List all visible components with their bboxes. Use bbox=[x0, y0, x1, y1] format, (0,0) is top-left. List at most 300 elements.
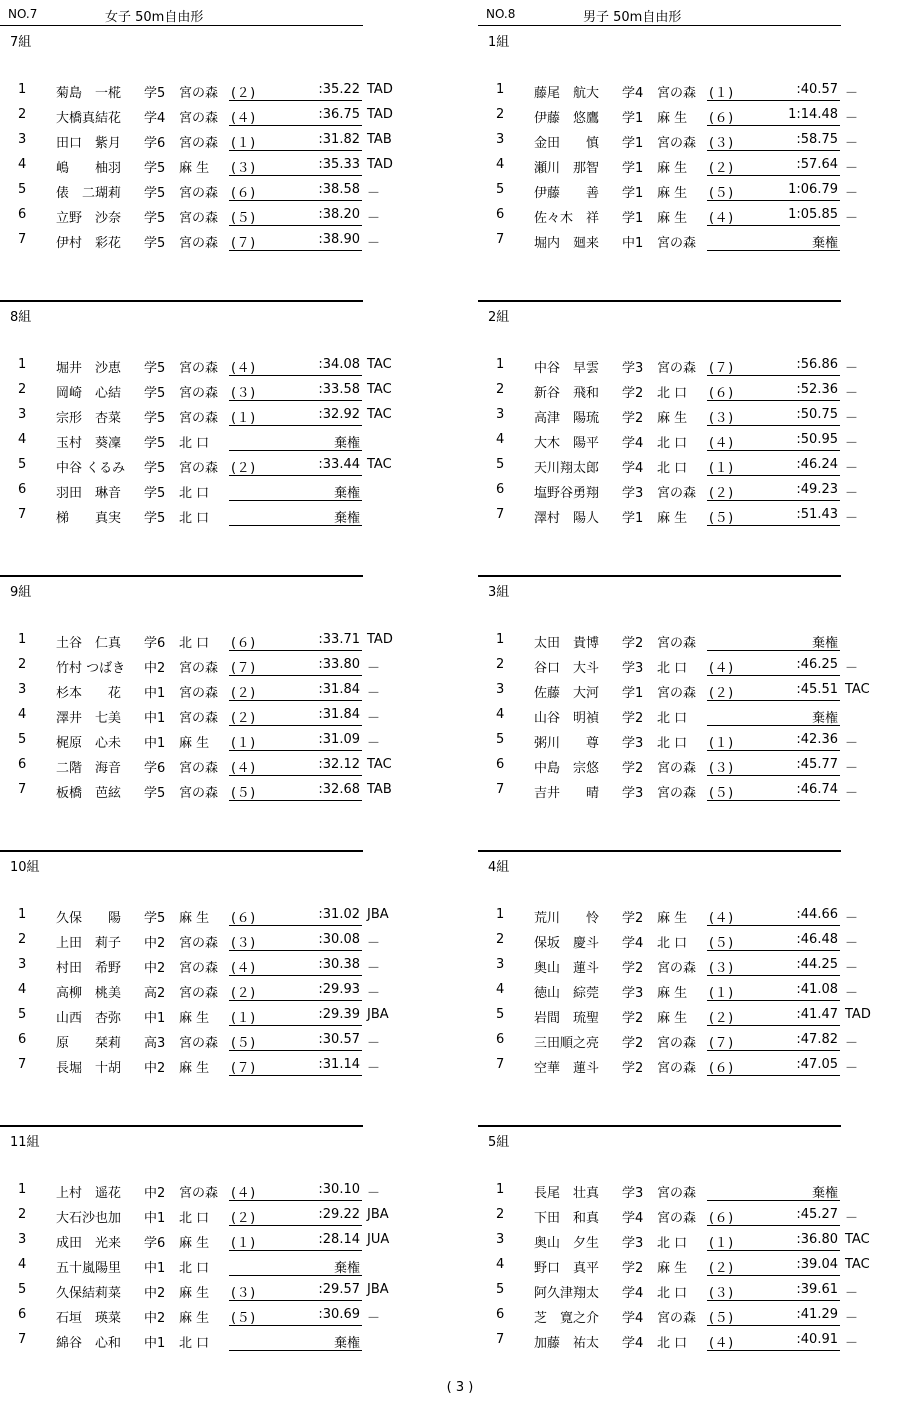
team-name: 北 口 bbox=[657, 711, 688, 726]
heat-rank: (５) bbox=[231, 1036, 256, 1051]
swimmer-name: 金田 慎 bbox=[534, 136, 600, 151]
team-name: 北 口 bbox=[657, 1286, 688, 1301]
lane-number: 2 bbox=[496, 657, 505, 672]
result-cell bbox=[707, 627, 840, 651]
table-row bbox=[0, 777, 440, 802]
swimmer-grade: 学2 bbox=[622, 1036, 644, 1051]
table-row bbox=[0, 627, 440, 652]
qualification-class: JBA bbox=[367, 1207, 389, 1222]
swimmer-grade: 学6 bbox=[144, 136, 166, 151]
result-cell bbox=[707, 1327, 840, 1351]
lane-number: 7 bbox=[496, 782, 505, 797]
table-row bbox=[478, 502, 918, 527]
swimmer-grade: 学4 bbox=[622, 1336, 644, 1351]
lane-number: 6 bbox=[18, 482, 27, 497]
lane-number: 1 bbox=[18, 1182, 27, 1197]
result-time: :29.57 bbox=[318, 1282, 360, 1297]
result-time: :28.14 bbox=[318, 1232, 360, 1247]
swimmer-name: 佐藤 大河 bbox=[534, 686, 600, 701]
heat-rank: (２) bbox=[709, 1261, 734, 1276]
swimmer-name: 玉村 葵凜 bbox=[56, 436, 122, 451]
table-row bbox=[478, 1202, 918, 1227]
result-cell bbox=[707, 477, 840, 501]
qualification-class: － bbox=[845, 111, 859, 126]
lane-number: 7 bbox=[496, 507, 505, 522]
team-name: 北 口 bbox=[657, 936, 688, 951]
swimmer-grade: 学1 bbox=[622, 211, 644, 226]
qualification-class: － bbox=[845, 1311, 859, 1326]
result-cell bbox=[229, 477, 362, 501]
swimmer-name: 大石沙也加 bbox=[56, 1211, 122, 1226]
lane-number: 4 bbox=[496, 1257, 505, 1272]
team-name: 宮の森 bbox=[179, 1186, 219, 1201]
qualification-class: － bbox=[367, 686, 381, 701]
heat-rank: (１) bbox=[231, 1011, 256, 1026]
qualification-class: TAC bbox=[845, 682, 870, 697]
qualification-class: TAC bbox=[845, 1232, 870, 1247]
heat-label: 10組 bbox=[10, 860, 40, 875]
event-number: NO.7 bbox=[8, 7, 38, 21]
qualification-class: － bbox=[367, 711, 381, 726]
swimmer-name: 山谷 明禎 bbox=[534, 711, 600, 726]
heat-rank: (３) bbox=[231, 386, 256, 401]
lane-number: 6 bbox=[496, 757, 505, 772]
table-row bbox=[478, 1177, 918, 1202]
lane-number: 2 bbox=[496, 932, 505, 947]
table-row bbox=[0, 177, 440, 202]
lane-number: 1 bbox=[18, 907, 27, 922]
result-cell bbox=[229, 1252, 362, 1276]
swimmer-name: 伊藤 善 bbox=[534, 186, 600, 201]
heat-rank: (１) bbox=[231, 736, 256, 751]
swimmer-name: 原 栞莉 bbox=[56, 1036, 122, 1051]
qualification-class: TAC bbox=[367, 382, 392, 397]
team-name: 宮の森 bbox=[179, 986, 219, 1001]
heat-label: 1組 bbox=[488, 35, 510, 50]
lane-number: 4 bbox=[18, 432, 27, 447]
qualification-class: － bbox=[845, 86, 859, 101]
result-time: 棄権 bbox=[333, 486, 360, 501]
team-name: 北 口 bbox=[657, 661, 688, 676]
swimmer-grade: 中1 bbox=[144, 711, 166, 726]
swimmer-name: 久保 陽 bbox=[56, 911, 122, 926]
lane-number: 5 bbox=[18, 1007, 27, 1022]
qualification-class: － bbox=[845, 661, 859, 676]
team-name: 北 口 bbox=[179, 511, 210, 526]
qualification-class: JBA bbox=[367, 1007, 389, 1022]
heat-rank: (３) bbox=[231, 1286, 256, 1301]
table-row bbox=[0, 702, 440, 727]
result-time: :45.51 bbox=[796, 682, 838, 697]
team-name: 宮の森 bbox=[657, 86, 697, 101]
swimmer-name: 立野 沙奈 bbox=[56, 211, 122, 226]
team-name: 宮の森 bbox=[179, 711, 219, 726]
heat-rank: (３) bbox=[709, 761, 734, 776]
swimmer-grade: 中2 bbox=[144, 1186, 166, 1201]
heat-rank: (４) bbox=[231, 761, 256, 776]
qualification-class: － bbox=[367, 236, 381, 251]
table-row bbox=[478, 1052, 918, 1077]
team-name: 麻 生 bbox=[179, 161, 210, 176]
team-name: 宮の森 bbox=[657, 136, 697, 151]
result-cell bbox=[707, 77, 840, 101]
result-time: :47.82 bbox=[796, 1032, 838, 1047]
lane-number: 4 bbox=[18, 982, 27, 997]
result-cell bbox=[229, 102, 362, 126]
result-time: :41.47 bbox=[796, 1007, 838, 1022]
result-time: 1:14.48 bbox=[788, 107, 838, 122]
swimmer-name: 岩間 琉聖 bbox=[534, 1011, 600, 1026]
team-name: 宮の森 bbox=[657, 486, 697, 501]
lane-number: 3 bbox=[496, 682, 505, 697]
team-name: 宮の森 bbox=[179, 411, 219, 426]
table-row bbox=[478, 452, 918, 477]
team-name: 麻 生 bbox=[179, 1011, 210, 1026]
swimmer-name: 奥山 蓮斗 bbox=[534, 961, 600, 976]
qualification-class: － bbox=[845, 161, 859, 176]
heat-rank: (６) bbox=[231, 911, 256, 926]
swimmer-name: 成田 光来 bbox=[56, 1236, 122, 1251]
lane-number: 2 bbox=[18, 657, 27, 672]
lane-number: 6 bbox=[496, 482, 505, 497]
table-row bbox=[478, 977, 918, 1002]
lane-number: 2 bbox=[496, 382, 505, 397]
team-name: 北 口 bbox=[657, 436, 688, 451]
swimmer-grade: 学5 bbox=[144, 236, 166, 251]
team-name: 宮の森 bbox=[657, 236, 697, 251]
swimmer-name: 二階 海音 bbox=[56, 761, 122, 776]
lane-number: 3 bbox=[496, 957, 505, 972]
swimmer-grade: 学6 bbox=[144, 1236, 166, 1251]
swimmer-name: 吉井 晴 bbox=[534, 786, 600, 801]
qualification-class: － bbox=[845, 1061, 859, 1076]
table-row bbox=[478, 777, 918, 802]
swimmer-name: 澤村 陽人 bbox=[534, 511, 600, 526]
heat-rank: (６) bbox=[231, 636, 256, 651]
swimmer-name: 嶋 柚羽 bbox=[56, 161, 122, 176]
swimmer-name: 下田 和真 bbox=[534, 1211, 600, 1226]
lane-number: 6 bbox=[18, 1032, 27, 1047]
swimmer-grade: 学3 bbox=[622, 361, 644, 376]
swimmer-grade: 学2 bbox=[622, 1261, 644, 1276]
heat-label: 11組 bbox=[10, 1135, 40, 1150]
team-name: 麻 生 bbox=[657, 161, 688, 176]
lane-number: 3 bbox=[496, 132, 505, 147]
swimmer-grade: 学5 bbox=[144, 361, 166, 376]
qualification-class: － bbox=[367, 736, 381, 751]
result-cell bbox=[229, 977, 362, 1001]
swimmer-name: 山西 杏弥 bbox=[56, 1011, 122, 1026]
heat-rank: (５) bbox=[709, 186, 734, 201]
table-row bbox=[0, 152, 440, 177]
swimmer-grade: 学1 bbox=[622, 511, 644, 526]
team-name: 宮の森 bbox=[179, 86, 219, 101]
result-cell bbox=[707, 1002, 840, 1026]
team-name: 麻 生 bbox=[657, 1261, 688, 1276]
swimmer-name: 澤井 七美 bbox=[56, 711, 122, 726]
table-row bbox=[478, 1227, 918, 1252]
swimmer-name: 俵 二瑚莉 bbox=[56, 186, 122, 201]
heat-rank: (５) bbox=[709, 1311, 734, 1326]
result-cell bbox=[229, 1052, 362, 1076]
result-time: :44.25 bbox=[796, 957, 838, 972]
result-cell bbox=[229, 1177, 362, 1201]
heat-rank: (６) bbox=[709, 386, 734, 401]
swimmer-grade: 中1 bbox=[144, 1336, 166, 1351]
table-row bbox=[478, 202, 918, 227]
team-name: 宮の森 bbox=[657, 686, 697, 701]
team-name: 宮の森 bbox=[179, 361, 219, 376]
result-cell bbox=[229, 402, 362, 426]
event-title: 男子 50m自由形 bbox=[583, 10, 682, 25]
team-name: 北 口 bbox=[657, 736, 688, 751]
heat-label: 5組 bbox=[488, 1135, 510, 1150]
result-cell bbox=[229, 902, 362, 926]
team-name: 宮の森 bbox=[179, 236, 219, 251]
lane-number: 5 bbox=[18, 457, 27, 472]
heat-divider bbox=[0, 301, 363, 302]
team-name: 北 口 bbox=[179, 1211, 210, 1226]
result-cell bbox=[229, 777, 362, 801]
result-cell bbox=[707, 677, 840, 701]
result-time: :38.20 bbox=[318, 207, 360, 222]
swimmer-grade: 学4 bbox=[622, 936, 644, 951]
lane-number: 5 bbox=[496, 732, 505, 747]
table-row bbox=[0, 1202, 440, 1227]
heat-rank: (２) bbox=[709, 1011, 734, 1026]
qualification-class: － bbox=[845, 436, 859, 451]
table-row bbox=[478, 902, 918, 927]
swimmer-name: 杉本 花 bbox=[56, 686, 122, 701]
team-name: 北 口 bbox=[179, 486, 210, 501]
swimmer-name: 谷口 大斗 bbox=[534, 661, 600, 676]
result-cell bbox=[707, 227, 840, 251]
result-time: :49.23 bbox=[796, 482, 838, 497]
lane-number: 5 bbox=[496, 1007, 505, 1022]
swimmer-grade: 学5 bbox=[144, 461, 166, 476]
swimmer-name: 五十嵐陽里 bbox=[56, 1261, 122, 1276]
swimmer-name: 上村 遥花 bbox=[56, 1186, 122, 1201]
heat-block bbox=[478, 28, 918, 278]
team-name: 麻 生 bbox=[657, 411, 688, 426]
table-row bbox=[0, 1227, 440, 1252]
table-row bbox=[478, 227, 918, 252]
qualification-class: TAD bbox=[845, 1007, 871, 1022]
swimmer-grade: 学5 bbox=[144, 511, 166, 526]
swimmer-name: 伊村 彩花 bbox=[56, 236, 122, 251]
team-name: 北 口 bbox=[657, 1236, 688, 1251]
team-name: 宮の森 bbox=[179, 461, 219, 476]
swimmer-grade: 中2 bbox=[144, 1286, 166, 1301]
swimmer-grade: 中1 bbox=[144, 1261, 166, 1276]
swimmer-name: 村田 希野 bbox=[56, 961, 122, 976]
result-time: :34.08 bbox=[318, 357, 360, 372]
result-time: 棄権 bbox=[333, 436, 360, 451]
lane-number: 5 bbox=[496, 457, 505, 472]
qualification-class: － bbox=[845, 786, 859, 801]
qualification-class: JUA bbox=[367, 1232, 390, 1247]
lane-number: 2 bbox=[18, 107, 27, 122]
heat-label: 3組 bbox=[488, 585, 510, 600]
swimmer-name: 中谷 早雲 bbox=[534, 361, 600, 376]
heat-rank: (６) bbox=[709, 1211, 734, 1226]
table-row bbox=[478, 677, 918, 702]
lane-number: 1 bbox=[496, 1182, 505, 1197]
qualification-class: TAD bbox=[367, 82, 393, 97]
team-name: 宮の森 bbox=[179, 661, 219, 676]
team-name: 宮の森 bbox=[179, 186, 219, 201]
swimmer-grade: 学4 bbox=[622, 1286, 644, 1301]
heat-divider bbox=[478, 1126, 841, 1127]
heat-rank: (５) bbox=[231, 211, 256, 226]
lane-number: 1 bbox=[18, 357, 27, 372]
swimmer-grade: 中1 bbox=[144, 1011, 166, 1026]
qualification-class: TAD bbox=[367, 632, 393, 647]
heat-rank: (３) bbox=[709, 1286, 734, 1301]
table-row bbox=[0, 1327, 440, 1352]
heat-rank: (２) bbox=[231, 986, 256, 1001]
swimmer-name: 菊島 一椛 bbox=[56, 86, 122, 101]
result-cell bbox=[229, 1302, 362, 1326]
qualification-class: － bbox=[367, 1061, 381, 1076]
result-time: :40.57 bbox=[796, 82, 838, 97]
team-name: 麻 生 bbox=[179, 1061, 210, 1076]
result-cell bbox=[229, 1327, 362, 1351]
result-cell bbox=[229, 952, 362, 976]
result-time: :31.82 bbox=[318, 132, 360, 147]
qualification-class: － bbox=[845, 486, 859, 501]
heat-rank: (５) bbox=[231, 1311, 256, 1326]
table-row bbox=[0, 952, 440, 977]
team-name: 宮の森 bbox=[179, 786, 219, 801]
table-row bbox=[478, 177, 918, 202]
lane-number: 4 bbox=[496, 432, 505, 447]
qualification-class: － bbox=[845, 986, 859, 1001]
result-cell bbox=[707, 752, 840, 776]
swimmer-name: 奥山 夕生 bbox=[534, 1236, 600, 1251]
qualification-class: TAD bbox=[367, 157, 393, 172]
result-cell bbox=[707, 902, 840, 926]
table-row bbox=[0, 1252, 440, 1277]
lane-number: 5 bbox=[496, 182, 505, 197]
swimmer-grade: 学6 bbox=[144, 636, 166, 651]
team-name: 北 口 bbox=[179, 436, 210, 451]
heat-block bbox=[0, 28, 440, 278]
swimmer-grade: 学1 bbox=[622, 186, 644, 201]
swimmer-name: 藤尾 航大 bbox=[534, 86, 600, 101]
qualification-class: － bbox=[367, 661, 381, 676]
result-cell bbox=[229, 1227, 362, 1251]
result-time: :39.04 bbox=[796, 1257, 838, 1272]
result-cell bbox=[229, 627, 362, 651]
result-cell bbox=[707, 952, 840, 976]
heat-rank: (３) bbox=[709, 961, 734, 976]
heat-rank: (７) bbox=[231, 1061, 256, 1076]
swimmer-grade: 学4 bbox=[622, 1211, 644, 1226]
qualification-class: TAC bbox=[367, 407, 392, 422]
lane-number: 1 bbox=[496, 632, 505, 647]
result-time: :45.27 bbox=[796, 1207, 838, 1222]
result-cell bbox=[707, 152, 840, 176]
swimmer-name: 竹村 つばき bbox=[56, 661, 126, 676]
swimmer-grade: 学3 bbox=[622, 786, 644, 801]
swimmer-grade: 学1 bbox=[622, 136, 644, 151]
team-name: 麻 生 bbox=[179, 1311, 210, 1326]
result-cell bbox=[707, 127, 840, 151]
swimmer-grade: 学5 bbox=[144, 186, 166, 201]
lane-number: 1 bbox=[18, 82, 27, 97]
heat-rank: (６) bbox=[709, 1061, 734, 1076]
heat-divider bbox=[478, 301, 841, 302]
swimmer-name: 高津 陽琉 bbox=[534, 411, 600, 426]
lane-number: 6 bbox=[496, 1307, 505, 1322]
heat-rank: (４) bbox=[709, 911, 734, 926]
team-name: 宮の森 bbox=[179, 761, 219, 776]
swimmer-name: 宗形 杏菜 bbox=[56, 411, 122, 426]
heat-rank: (４) bbox=[709, 211, 734, 226]
result-time: :45.77 bbox=[796, 757, 838, 772]
result-time: :33.80 bbox=[318, 657, 360, 672]
lane-number: 6 bbox=[18, 207, 27, 222]
lane-number: 3 bbox=[18, 682, 27, 697]
swimmer-grade: 学4 bbox=[622, 1311, 644, 1326]
team-name: 北 口 bbox=[657, 1336, 688, 1351]
heat-block bbox=[478, 303, 918, 553]
qualification-class: － bbox=[845, 386, 859, 401]
qualification-class: － bbox=[367, 211, 381, 226]
result-cell bbox=[707, 1227, 840, 1251]
result-cell bbox=[229, 452, 362, 476]
heat-label: 9組 bbox=[10, 585, 32, 600]
qualification-class: － bbox=[845, 211, 859, 226]
qualification-class: － bbox=[845, 961, 859, 976]
swimmer-grade: 学4 bbox=[622, 436, 644, 451]
heat-rank: (２) bbox=[709, 486, 734, 501]
heat-label: 2組 bbox=[488, 310, 510, 325]
heat-divider bbox=[478, 851, 841, 852]
result-cell bbox=[707, 102, 840, 126]
table-row bbox=[0, 127, 440, 152]
qualification-class: TAC bbox=[367, 457, 392, 472]
table-row bbox=[478, 152, 918, 177]
swimmer-name: 中島 宗悠 bbox=[534, 761, 600, 776]
swimmer-name: 荒川 怜 bbox=[534, 911, 600, 926]
lane-number: 4 bbox=[496, 707, 505, 722]
heat-rank: (７) bbox=[709, 361, 734, 376]
team-name: 宮の森 bbox=[657, 1186, 697, 1201]
qualification-class: － bbox=[367, 961, 381, 976]
result-time: 1:05.85 bbox=[788, 207, 838, 222]
swimmer-grade: 学2 bbox=[622, 711, 644, 726]
swimmer-name: 綿谷 心和 bbox=[56, 1336, 122, 1351]
team-name: 北 口 bbox=[179, 1261, 210, 1276]
heat-rank: (２) bbox=[709, 686, 734, 701]
heat-block bbox=[0, 853, 440, 1103]
heat-rank: (１) bbox=[709, 461, 734, 476]
qualification-class: － bbox=[367, 186, 381, 201]
table-row bbox=[478, 927, 918, 952]
swimmer-name: 新谷 飛和 bbox=[534, 386, 600, 401]
swimmer-grade: 学5 bbox=[144, 786, 166, 801]
result-cell bbox=[229, 427, 362, 451]
result-time: :50.75 bbox=[796, 407, 838, 422]
lane-number: 6 bbox=[496, 1032, 505, 1047]
table-row bbox=[0, 1052, 440, 1077]
result-time: :38.58 bbox=[318, 182, 360, 197]
team-name: 宮の森 bbox=[179, 111, 219, 126]
qualification-class: JBA bbox=[367, 907, 389, 922]
result-time: :46.24 bbox=[796, 457, 838, 472]
